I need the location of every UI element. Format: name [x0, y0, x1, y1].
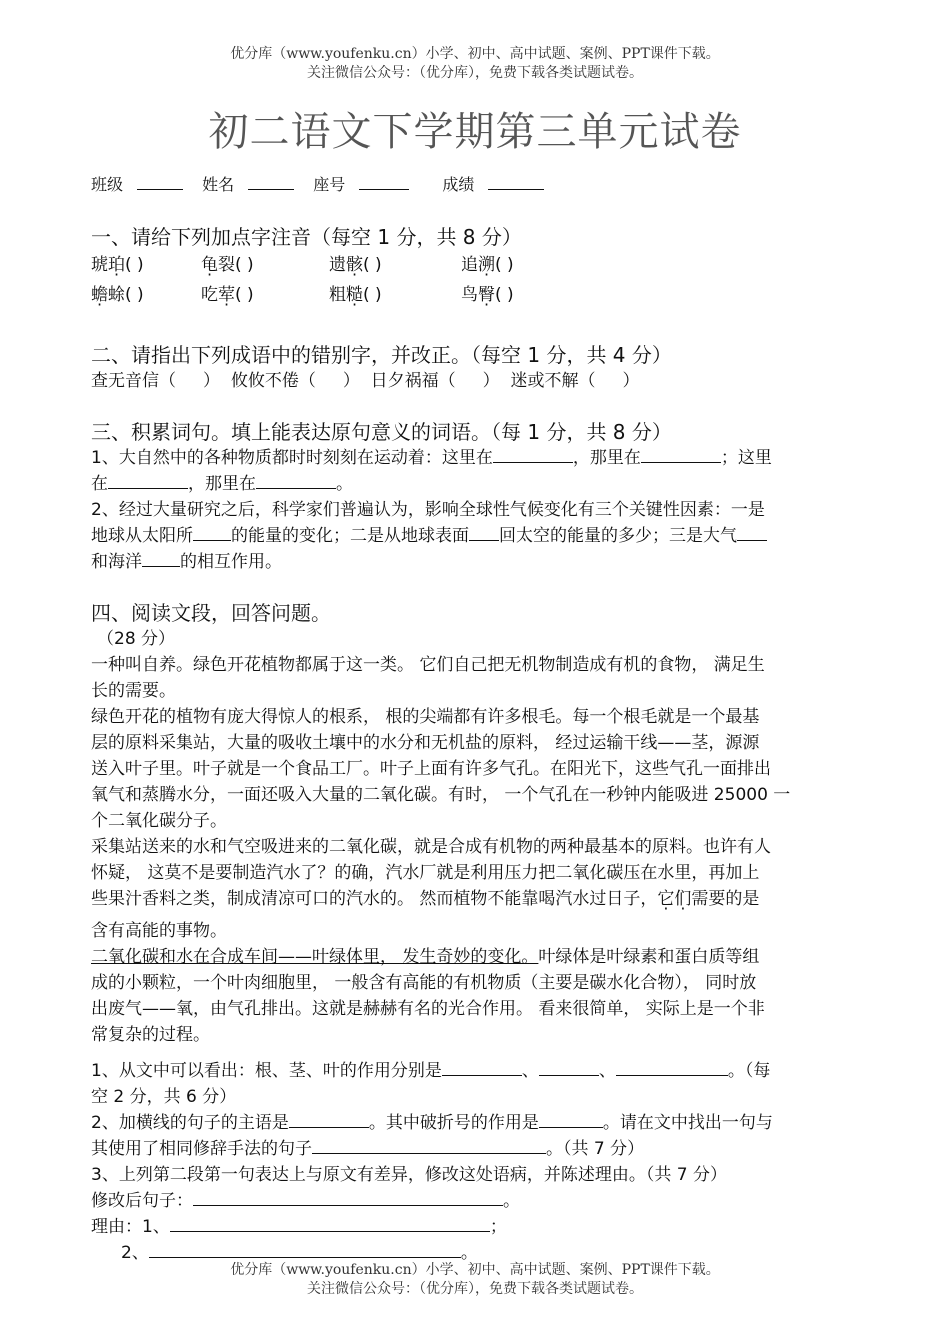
passage-line: 二氧化碳和水在合成车间——叶绿体里， 发生奇妙的变化。叶绿体是叶绿素和蛋白质等组	[91, 947, 760, 967]
section-2	[91, 339, 871, 394]
question-1-line2: 空 2 分，共 6 分）	[91, 1087, 237, 1107]
name-field: 姓名	[202, 175, 294, 194]
question-3-reason-2: 2、 。	[91, 1240, 871, 1266]
underlined-sentence: 二氧化碳和水在合成车间——叶绿体里， 发生奇妙的变化。	[91, 947, 539, 967]
passage-line: 怀疑， 这莫不是要制造汽水了？的确，汽水厂就是利用压力把二氧化碳压在水里，再加上	[91, 863, 760, 883]
passage-line: 采集站送来的水和气空吸进来的二氧化碳，就是合成有机物的两种最基本的原料。也许有人	[91, 837, 771, 857]
question-3-revised: 修改后句子： 。	[91, 1188, 871, 1214]
header-line-2: 关注微信公众号：（优分库），免费下载各类试题试卷。	[307, 65, 643, 81]
passage-line: 成的小颗粒，一个叶肉细胞里， 一般含有高能的有机物质（主要是碳水化合物）， 同时放	[91, 973, 757, 993]
pinyin-item: 遗骸( )	[329, 255, 382, 275]
s3-q2-line1: 2、经过大量研究之后，科学家们普遍认为，影响全球性气候变化有三个关键性因素：一是	[91, 500, 765, 520]
passage-line: 层的原料采集站，大量的吸收土壤中的水分和无机盐的原料， 经过运输干线——茎，源源	[91, 733, 760, 753]
passage-line: 长的需要。	[91, 681, 176, 701]
header-line-1: 优分库（www.youfenku.cn）小学、初中、高中试题、案例、PPT课件下载。	[230, 46, 720, 62]
passage-line: 个二氧化碳分子。	[91, 811, 227, 831]
s3-q1-line1: 1、大自然中的各种物质都时时刻刻在运动着：这里在 ，那里在 ；这里	[91, 445, 871, 471]
pinyin-row-1	[91, 252, 871, 278]
pinyin-item: 吃荤( )	[201, 285, 254, 305]
page-header	[0, 45, 950, 83]
section-2-title: 二、请指出下列成语中的错别字，并改正。（每空 1 分，共 4 分）	[91, 343, 672, 367]
section-4-points: （28 分）	[97, 629, 176, 649]
pinyin-item: 鸟臀( )	[461, 285, 514, 305]
question-1-line1: 1、从文中可以看出：根、茎、叶的作用分别是 、 、 。（每	[91, 1058, 871, 1084]
section-3	[91, 416, 871, 575]
section-1	[91, 221, 871, 308]
seat-field: 座号	[313, 175, 409, 194]
pinyin-item: 琥珀( )	[91, 255, 144, 275]
passage-line: 氧气和蒸腾水分，一面还吸入大量的二氧化碳。有时， 一个气孔在一秒钟内能吸进 25000 一	[91, 785, 791, 805]
student-info	[91, 172, 871, 195]
passage-line: 含有高能的事物。	[91, 921, 227, 941]
pinyin-item: 蟾蜍( )	[91, 285, 144, 305]
passage-line: 常复杂的过程。	[91, 1025, 210, 1045]
pinyin-item: 龟裂( )	[201, 255, 254, 275]
page-footer	[0, 1261, 950, 1299]
footer-line-1: 优分库（www.youfenku.cn）小学、初中、高中试题、案例、PPT课件下载。	[230, 1262, 720, 1278]
pinyin-item: 追溯( )	[461, 255, 514, 275]
section-4	[91, 597, 871, 1048]
passage-line: 绿色开花的植物有庞大得惊人的根系， 根的尖端都有许多根毛。每一个根毛就是一个最基	[91, 707, 760, 727]
reading-questions	[91, 1058, 871, 1266]
footer-line-2: 关注微信公众号：（优分库），免费下载各类试题试卷。	[307, 1281, 643, 1297]
s3-q2-line2: 地球从太阳所 的能量的变化；二是从地球表面 回太空的能量的多少；三是大气	[91, 523, 871, 549]
section-4-title: 四、阅读文段，回答问题。	[91, 601, 331, 625]
idiom-line: 查无音信（ ） 攸攸不倦（ ） 日夕祸福（ ） 迷或不解（ ）	[91, 371, 640, 391]
class-field: 班级	[91, 175, 183, 194]
passage-line: 送入叶子里。叶子就是一个食品工厂。叶子上面有许多气孔。在阳光下，这些气孔一面排出	[91, 759, 771, 779]
s3-q1-line2: 在 ，那里在 。	[91, 471, 871, 497]
question-2-line2: 其使用了相同修辞手法的句子 。（共 7 分）	[91, 1136, 871, 1162]
section-3-title: 三、积累词句。填上能表达原句意义的词语。（每 1 分，共 8 分）	[91, 420, 672, 444]
score-field: 成绩	[442, 175, 544, 194]
passage-line: 出废气——氧，由气孔排出。这就是赫赫有名的光合作用。 看来很简单， 实际上是一个非	[91, 999, 765, 1019]
passage-line: 一种叫自养。绿色开花植物都属于这一类。 它们自己把无机物制造成有机的食物， 满足生	[91, 655, 765, 675]
question-3-reason-1: 理由：1、 ；	[91, 1214, 871, 1240]
section-1-title: 一、请给下列加点字注音（每空 1 分，共 8 分）	[91, 225, 522, 249]
question-2-line1: 2、加横线的句子的主语是 。其中破折号的作用是 。请在文中找出一句与	[91, 1110, 871, 1136]
pinyin-item: 粗糙( )	[329, 285, 382, 305]
s3-q2-line3: 和海洋 的相互作用。	[91, 549, 871, 575]
question-3: 3、上列第二段第一句表达上与原文有差异，修改这处语病，并陈述理由。（共 7 分）	[91, 1165, 727, 1185]
page-title: 初二语文下学期第三单元试卷	[208, 109, 742, 155]
passage-line: 些果汁香料之类，制成清凉可口的汽水的。 然而植物不能靠喝汽水过日子，它们需要的是	[91, 889, 760, 909]
